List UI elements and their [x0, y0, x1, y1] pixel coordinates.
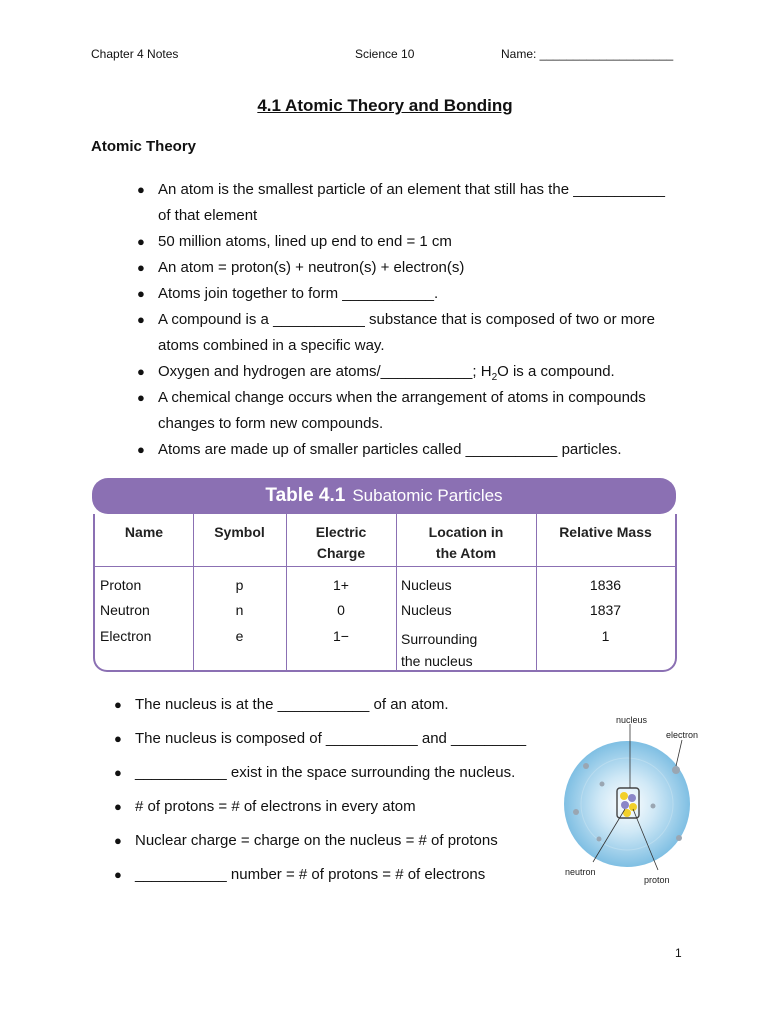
bullet-icon: ●	[137, 390, 145, 405]
cell-mass: 1	[601, 628, 610, 644]
list-item: ● ___________ exist in the space surrounding the nucleus.	[135, 762, 555, 796]
cell-charge: 1+	[333, 577, 349, 593]
bullet-icon: ●	[137, 312, 145, 327]
bullet-icon: ●	[137, 260, 145, 275]
column-header-name: Name	[124, 524, 164, 540]
neutron	[621, 801, 629, 809]
cell-name: Proton	[100, 577, 142, 593]
bullet-icon: ●	[114, 731, 122, 746]
header-chapter: Chapter 4 Notes	[91, 47, 179, 61]
electron	[597, 837, 602, 842]
list-item: ● Nuclear charge = charge on the nucleus = # of protons	[135, 830, 555, 864]
label-proton: proton	[644, 875, 670, 885]
bullet-icon: ●	[114, 799, 122, 814]
list-item: ● Atoms are made up of smaller particles called ___________ particles.	[158, 437, 668, 463]
list-item: ● Atoms join together to form ___________.	[158, 281, 668, 307]
list-item: ● ___________ number = # of protons = # of electrons	[135, 864, 555, 898]
cell-name: Neutron	[100, 602, 150, 618]
list-item: ● An atom = proton(s) + neutron(s) + electron(s)	[158, 255, 668, 281]
list-item: ● A chemical change occurs when the arrangement of atoms in compounds changes to form new compounds.	[158, 385, 668, 437]
section-heading: Atomic Theory	[91, 138, 197, 155]
column-header-location: Location in the Atom	[428, 524, 504, 561]
cell-charge: 1−	[333, 628, 349, 644]
electron	[583, 763, 589, 769]
bullet-icon: ●	[114, 867, 122, 882]
cell-location: Nucleus	[401, 602, 452, 618]
proton	[620, 792, 628, 800]
label-electron: electron	[666, 730, 699, 740]
bullet-icon: ●	[114, 697, 122, 712]
cell-symbol: e	[235, 628, 244, 644]
cell-location: Nucleus	[401, 577, 452, 593]
table-body	[93, 514, 677, 672]
header-name-field: Name: ____________________	[501, 47, 674, 61]
table-number: Table 4.1	[265, 485, 346, 506]
label-nucleus: nucleus	[616, 715, 648, 725]
table-title-bar	[92, 478, 676, 514]
list-item: ● The nucleus is at the ___________ of an atom.	[135, 694, 555, 728]
cell-symbol: p	[235, 577, 244, 593]
atomic-theory-list	[137, 177, 668, 463]
neutron	[628, 794, 636, 802]
cell-symbol: n	[235, 602, 244, 618]
bullet-icon: ●	[137, 442, 145, 457]
cell-location: Surrounding the nucleus	[401, 631, 478, 669]
bullet-icon: ●	[137, 364, 145, 379]
nucleus-facts-list	[114, 694, 555, 898]
subatomic-particles-table	[92, 478, 676, 672]
list-item: ● # of protons = # of electrons in every atom	[135, 796, 555, 830]
cell-mass: 1836	[589, 577, 622, 593]
leader-line	[676, 740, 682, 766]
bullet-icon: ●	[114, 765, 122, 780]
list-item: ● Oxygen and hydrogen are atoms/___________; $H_2O$ is a compound.	[158, 359, 668, 385]
column-header-charge: Electric Charge	[315, 524, 367, 561]
atom-diagram	[555, 712, 705, 892]
cell-name: Electron	[100, 628, 152, 644]
bullet-icon: ●	[137, 234, 145, 249]
cell-mass: 1837	[589, 602, 622, 618]
column-header-mass: Relative Mass	[559, 524, 652, 540]
column-header-symbol: Symbol	[214, 524, 265, 540]
electron	[573, 809, 579, 815]
electron	[600, 782, 605, 787]
table-title: Subatomic Particles	[352, 486, 503, 505]
list-item: ● The nucleus is composed of ___________ and _________	[135, 728, 555, 762]
bullet-icon: ●	[137, 182, 145, 197]
electron	[672, 766, 680, 774]
list-item: ● An atom is the smallest particle of an element that still has the ___________ of that element	[158, 177, 668, 229]
electron	[676, 835, 682, 841]
list-item: ● A compound is a ___________ substance that is composed of two or more atoms combined in a specific way.	[158, 307, 668, 359]
bullet-icon: ●	[137, 286, 145, 301]
header-course: Science 10	[355, 47, 415, 61]
bullet-icon: ●	[114, 833, 122, 848]
page-title: 4.1 Atomic Theory and Bonding	[257, 96, 513, 115]
cell-charge: 0	[337, 602, 345, 618]
electron	[651, 804, 656, 809]
label-neutron: neutron	[565, 867, 596, 877]
list-item: ● 50 million atoms, lined up end to end = 1 cm	[158, 229, 668, 255]
page-number: 1	[675, 946, 682, 960]
